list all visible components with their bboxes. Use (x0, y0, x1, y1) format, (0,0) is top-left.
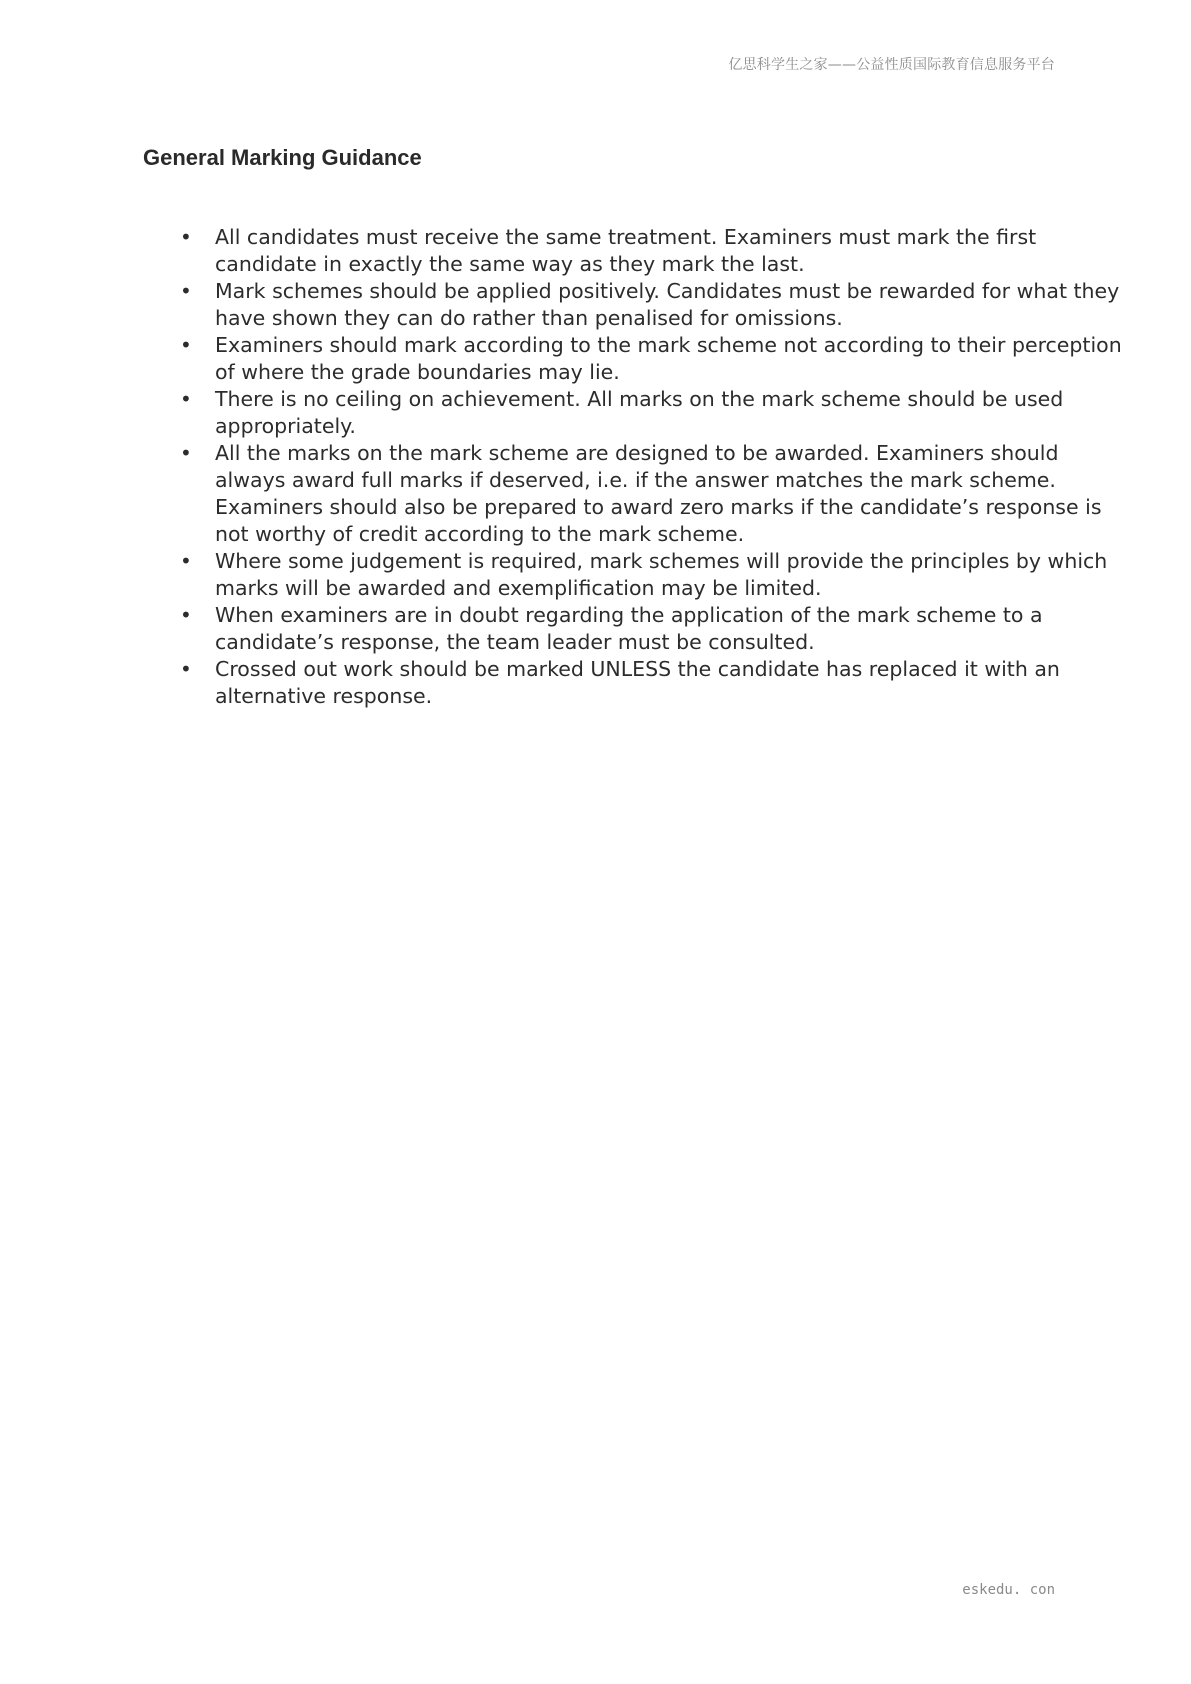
footer-watermark-text: eskedu. con (962, 1582, 1055, 1598)
list-item-text: Where some judgement is required, mark schemes will provide the principles by which marks will be awarded and exemplification may be limited. (215, 549, 1108, 600)
list-item-text: Crossed out work should be marked UNLESS the candidate has replaced it with an alternative response. (215, 657, 1060, 708)
list-item-text: All candidates must receive the same treatment. Examiners must mark the first candidate in exactly the same way as they mark the last. (215, 225, 1037, 276)
bullet-icon: • (180, 657, 192, 681)
list-item-text: Mark schemes should be applied positively. Candidates must be rewarded for what they have shown they can do rather than penalised for omissions. (215, 279, 1120, 330)
list-item (175, 440, 1125, 548)
bullet-icon: • (180, 549, 192, 573)
list-item (175, 224, 1125, 278)
bullet-icon: • (180, 387, 192, 411)
list-item (175, 386, 1125, 440)
list-item-text: Examiners should mark according to the mark scheme not according to their perception of where the grade boundaries may lie. (215, 333, 1122, 384)
list-item-text: All the marks on the mark scheme are designed to be awarded. Examiners should always award full marks if deserved, i.e. if the answer matches the mark scheme. Examiners should also be prepared to award zero marks if the candidate’s response is not worthy of credit according to the mark scheme. (215, 441, 1102, 546)
guidance-list (175, 224, 1125, 710)
bullet-icon: • (180, 603, 192, 627)
list-item (175, 278, 1125, 332)
page-title: General Marking Guidance (143, 145, 422, 170)
list-item (175, 548, 1125, 602)
bullet-icon: • (180, 225, 192, 249)
list-item-text: When examiners are in doubt regarding the application of the mark scheme to a candidate’s response, the team leader must be consulted. (215, 603, 1043, 654)
list-item-text: There is no ceiling on achievement. All marks on the mark scheme should be used appropriately. (215, 387, 1064, 438)
list-item (175, 332, 1125, 386)
header-watermark-text: 亿思科学生之家——公益性质国际教育信息服务平台 (728, 57, 1055, 73)
bullet-icon: • (180, 441, 192, 465)
bullet-icon: • (180, 279, 192, 303)
list-item (175, 602, 1125, 656)
list-item (175, 656, 1125, 710)
bullet-icon: • (180, 333, 192, 357)
